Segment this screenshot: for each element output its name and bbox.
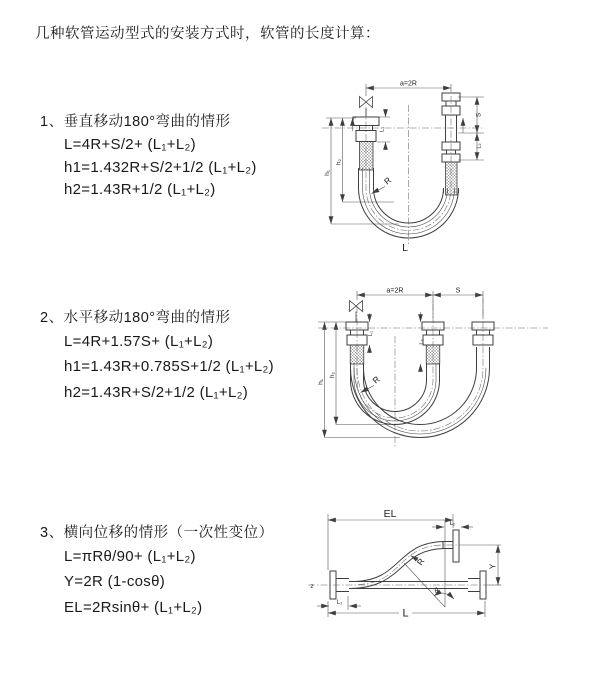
length-label: L xyxy=(402,607,409,620)
braided-section xyxy=(350,345,364,364)
section-1-heading: 1、垂直移动180°弯曲的情形 xyxy=(40,114,231,130)
dim-label-l2: L₂ xyxy=(476,143,483,149)
section-1-formula-h1: h1=1.432R+S/2+1/2 (L₁+L₂) xyxy=(64,159,257,176)
dim-label-h2: h₂ xyxy=(329,371,336,379)
dim-label-y: Y xyxy=(488,563,498,570)
dim-label-el: EL xyxy=(383,508,397,520)
section-1-formula-L: L=4R+S/2+ (L₁+L₂) xyxy=(64,136,196,153)
section-3-formula-EL: EL=2Rsinθ+ (L₁+L₂) xyxy=(64,599,203,616)
dim-label-h2: h₂ xyxy=(335,158,343,166)
radius-leader-arrow xyxy=(361,386,375,393)
dim-label-s: S xyxy=(475,112,483,118)
diagram-labels xyxy=(310,508,497,620)
diagram-labels xyxy=(324,81,483,255)
section-2-heading: 2、水平移动180°弯曲的情形 xyxy=(40,310,231,326)
hose-u-bend-position-2 xyxy=(351,347,490,438)
page-title: 几种软管运动型式的安装方式时，软管的长度计算： xyxy=(35,26,380,42)
section-3-formula-L: L=πRθ/90+ (L₁+L₂) xyxy=(64,548,196,565)
hose-end-fittings xyxy=(353,93,460,195)
theta-label: θ xyxy=(434,588,439,595)
length-label: L xyxy=(402,242,408,254)
dim-label-l2: L₂ xyxy=(419,339,425,345)
section-2-formula-h2: h2=1.43R+S/2+1/2 (L₁+L₂) xyxy=(64,384,249,401)
dim-label-h1: h₁ xyxy=(317,379,325,385)
radius-label: R xyxy=(370,373,382,386)
section-2-formula-h1: h1=1.43R+0.785S+1/2 (L₁+L₂) xyxy=(64,358,274,375)
dim-label-a2r: a=2R xyxy=(400,80,417,88)
section-1-formula-h2: h2=1.43R+1/2 (L₁+L₂) xyxy=(64,181,216,198)
datum-mark: z xyxy=(310,583,314,590)
diagram-vertical-180-bend xyxy=(310,75,595,260)
dim-label-s: S xyxy=(455,287,461,295)
diagram-lateral-displacement xyxy=(300,495,600,655)
dimension-lines xyxy=(318,291,483,438)
valve-symbol xyxy=(350,301,363,323)
braided-section xyxy=(360,142,374,171)
section-3-heading: 3、横向位移的情形（一次性变位） xyxy=(40,525,274,541)
diagram-horizontal-180-bend xyxy=(303,286,600,454)
section-3-formula-Y: Y=2R (1-cosθ) xyxy=(64,573,166,590)
radius-label: R xyxy=(414,556,427,568)
section-2-formula-L: L=4R+1.57S+ (L₁+L₂) xyxy=(64,333,214,350)
dim-label-h1: h₁ xyxy=(324,170,331,176)
dim-label-l1: L₁ xyxy=(368,331,374,336)
braided-section xyxy=(426,345,440,364)
valve-symbol xyxy=(360,97,373,118)
dim-label-l1: L₁ xyxy=(336,600,343,606)
dimension-lines xyxy=(317,514,501,617)
centerlines xyxy=(318,298,548,448)
radius-label: R xyxy=(382,174,394,187)
dim-label-a2r: a=2R xyxy=(386,287,404,295)
dim-label-l1: L₁ xyxy=(379,127,386,132)
dim-label-l2: L₂ xyxy=(449,521,456,527)
